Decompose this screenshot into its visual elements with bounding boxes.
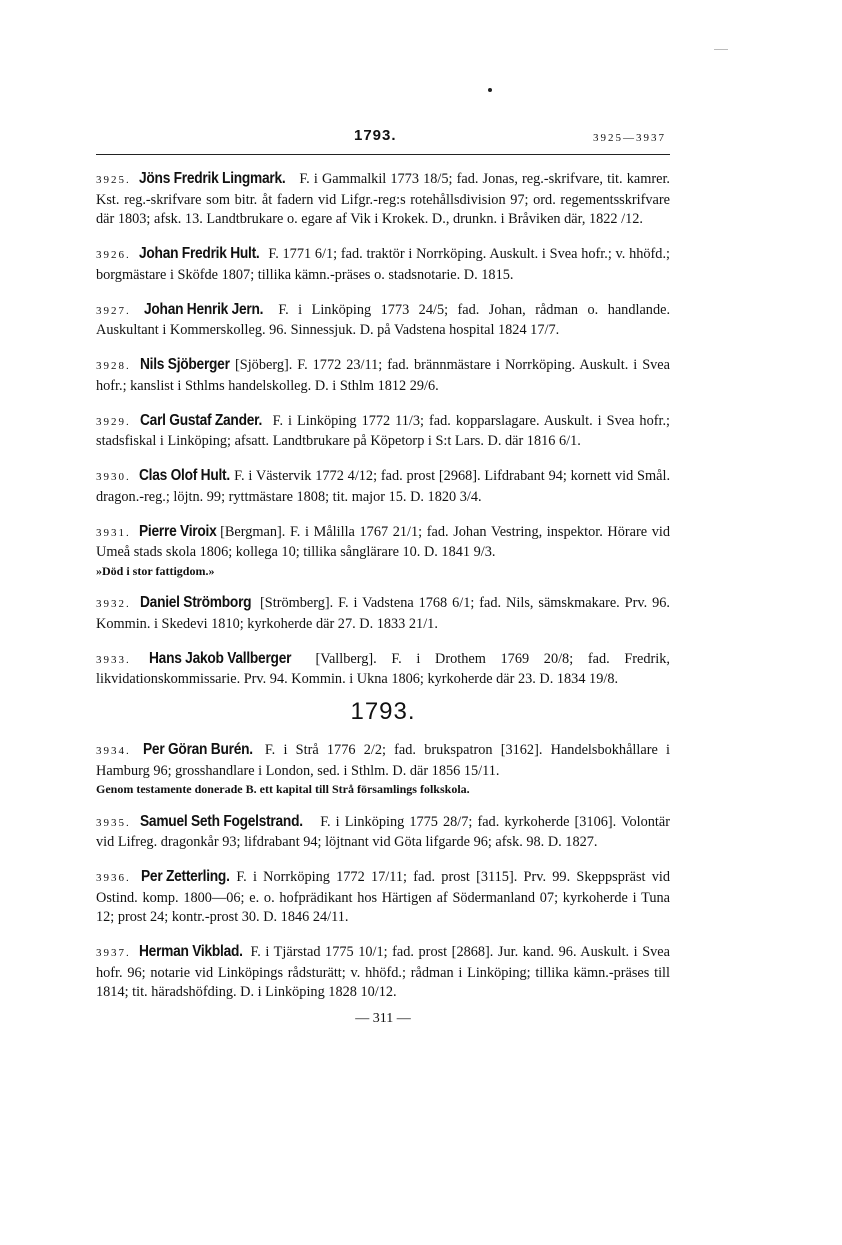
entry-text: [Vallberg]. F. i Drothem 1769 20/8; fad. Fredrik, likvidationskommissarie. Prv. 94. Kommin. i Ukna 1806; kyrkoherde där 23. D. 1834 19/8. xyxy=(96,650,670,688)
entry-note: Genom testamente donerade B. ett kapital till Strå församlings folkskola. xyxy=(96,782,470,797)
page xyxy=(96,118,670,1027)
entry-text: F. i Västervik 1772 4/12; fad. prost [2968]. Lifdrabant 94; kornett vid Smål. dragon.-reg.; löjtn. 99; ryttmästare 1808; tit. major 15. D. 1820 3/4. xyxy=(96,468,671,505)
entry-text: F. i Tjärstad 1775 10/1; fad. prost [2868]. Jur. kand. 96. Auskult. i Svea hofr. 96; notarie vid Linköpings rådsturätt; v. hhöfd.; rådman i Linköping; tillika kämn.-präses till 1814; tit. häradshöfding. D. i Linköping 1828 10/12. xyxy=(96,944,671,1001)
entry-number: 3937. xyxy=(96,947,131,960)
entry-name: Hans Jakob Vallberger xyxy=(149,649,292,667)
entry-text: F. i Linköping 1772 11/3; fad. kopparslagare. Auskult. i Svea hofr.; stadsfiskal i Linköping; afsatt. Landtbrukare på Köpetorp i S:t Lars. D. där 1816 6/1. xyxy=(96,412,670,450)
entry-name: Herman Vikblad. xyxy=(139,943,244,961)
entry-number: 3926. xyxy=(96,249,131,262)
entry-text: F. i Linköping 1773 24/5; fad. Johan, rådman o. handlande. Auskultant i Kommerskolleg. 96. Sinnessjuk. D. på Vadstena hospital 1824 17/7. xyxy=(96,301,671,339)
entry-name: Carl Gustaf Zander. xyxy=(139,411,262,429)
entry-number: 3929. xyxy=(96,415,131,428)
entry-name: Per Zetterling. xyxy=(141,868,230,886)
entry-name: Pierre Viroix xyxy=(139,522,217,540)
entry-3928 xyxy=(96,355,670,396)
entry-name: Clas Olof Hult. xyxy=(138,467,230,485)
entry-3934 xyxy=(96,740,670,797)
margin-mark xyxy=(714,49,728,50)
entry-3929 xyxy=(96,411,670,452)
page-number: — 311 — xyxy=(355,1011,411,1027)
header-year: 1793. xyxy=(354,127,397,144)
entry-number: 3928. xyxy=(96,360,131,373)
entry-3933 xyxy=(96,649,670,690)
entry-3930 xyxy=(96,466,670,507)
entry-name: Samuel Seth Fogelstrand. xyxy=(139,812,303,830)
entry-3936 xyxy=(96,867,670,928)
entry-number: 3925. xyxy=(96,174,131,187)
entry-number: 3930. xyxy=(96,471,131,484)
entry-name: Jöns Fredrik Lingmark. xyxy=(138,170,286,188)
entry-number: 3932. xyxy=(96,598,131,611)
entry-name: Daniel Strömborg xyxy=(139,594,251,612)
entry-number: 3934. xyxy=(96,745,131,758)
header-entry-range: 3925—3937 xyxy=(593,132,666,144)
entry-3931 xyxy=(96,522,670,579)
entry-name: Per Göran Burén. xyxy=(142,741,253,759)
entry-3926 xyxy=(96,244,670,285)
entry-text: F. i Linköping 1775 28/7; fad. kyrkoherde [3106]. Volontär vid Lifreg. dragonkår 93; lifdrabant 94; löjtnant vid Göta lifgarde 96; afsk. 98. D. 1827. xyxy=(96,813,671,851)
entry-text: F. i Strå 1776 2/2; fad. brukspatron [3162]. Handelsbokhållare i Hamburg 96; grosshandlare i London, sed. i Sthlm. D. där 1856 15/11. xyxy=(96,742,670,779)
entry-number: 3935. xyxy=(96,816,131,829)
entry-3935 xyxy=(96,812,670,853)
entry-number: 3927. xyxy=(96,304,131,317)
entry-name: Johan Henrik Jern. xyxy=(144,300,264,318)
section-year-heading: 1793. xyxy=(350,697,416,725)
entries-list xyxy=(96,169,670,1003)
entry-text: F. i Norrköping 1772 17/11; fad. prost [3115]. Prv. 99. Skeppspräst vid Ostind. komp. 1800—06; e. o. hofprädikant hos Härtigen af Södermanland 07; kyrkoherde i Tuna 12; prost 24; kontr.-prost 30. D. 1846 24/11. xyxy=(96,869,670,926)
entry-name: Nils Sjöberger xyxy=(139,356,230,374)
entry-3927 xyxy=(96,300,670,341)
entry-text: F. 1771 6/1; fad. traktör i Norrköping. Auskult. i Svea hofr.; v. hhöfd.; borgmästare i Sköfde 1807; tillika kämn.-präses o. stadsnotarie. D. 1815. xyxy=(96,246,670,283)
entry-text: [Bergman]. F. i Målilla 1767 21/1; fad. Johan Vestring, inspektor. Hörare vid Umeå stads skola 1806; kollega 10; tillika sånglärare 10. D. 1841 9/3. xyxy=(96,523,671,561)
entry-number: 3933. xyxy=(96,653,131,666)
entry-number: 3936. xyxy=(96,872,131,885)
entry-3932 xyxy=(96,593,670,634)
entry-name: Johan Fredrik Hult. xyxy=(138,245,260,263)
entry-number: 3931. xyxy=(96,526,131,539)
ink-speck xyxy=(488,88,492,92)
entry-text: [Strömberg]. F. i Vadstena 1768 6/1; fad. Nils, sämskmakare. Prv. 96. Kommin. i Skedevi 1810; kyrkoherde där 27. D. 1833 21/1. xyxy=(96,595,670,632)
entry-note: »Död i stor fattigdom.» xyxy=(96,563,215,578)
entry-text: [Sjöberg]. F. 1772 23/11; fad. brännmästare i Norrköping. Auskult. i Svea hofr.; kanslist i Sthlms handelskolleg. D. i Sthlm 1812 29/6. xyxy=(96,357,670,394)
running-header xyxy=(96,118,670,155)
entry-3925 xyxy=(96,169,670,230)
entry-text: F. i Gammalkil 1773 18/5; fad. Jonas, reg.-skrifvare, tit. kamrer. Kst. reg.-skrifvare som bitr. åt fadern vid Lifgr.-reg:s rotehållsdivision 97; ord. regementsskrifvare där 1803; afsk. 13. Landtbrukare o. egare af Vik i Krokek. D., drunkn. i Bråviken där, 1822 /12. xyxy=(96,171,670,228)
entry-3937 xyxy=(96,942,670,1003)
